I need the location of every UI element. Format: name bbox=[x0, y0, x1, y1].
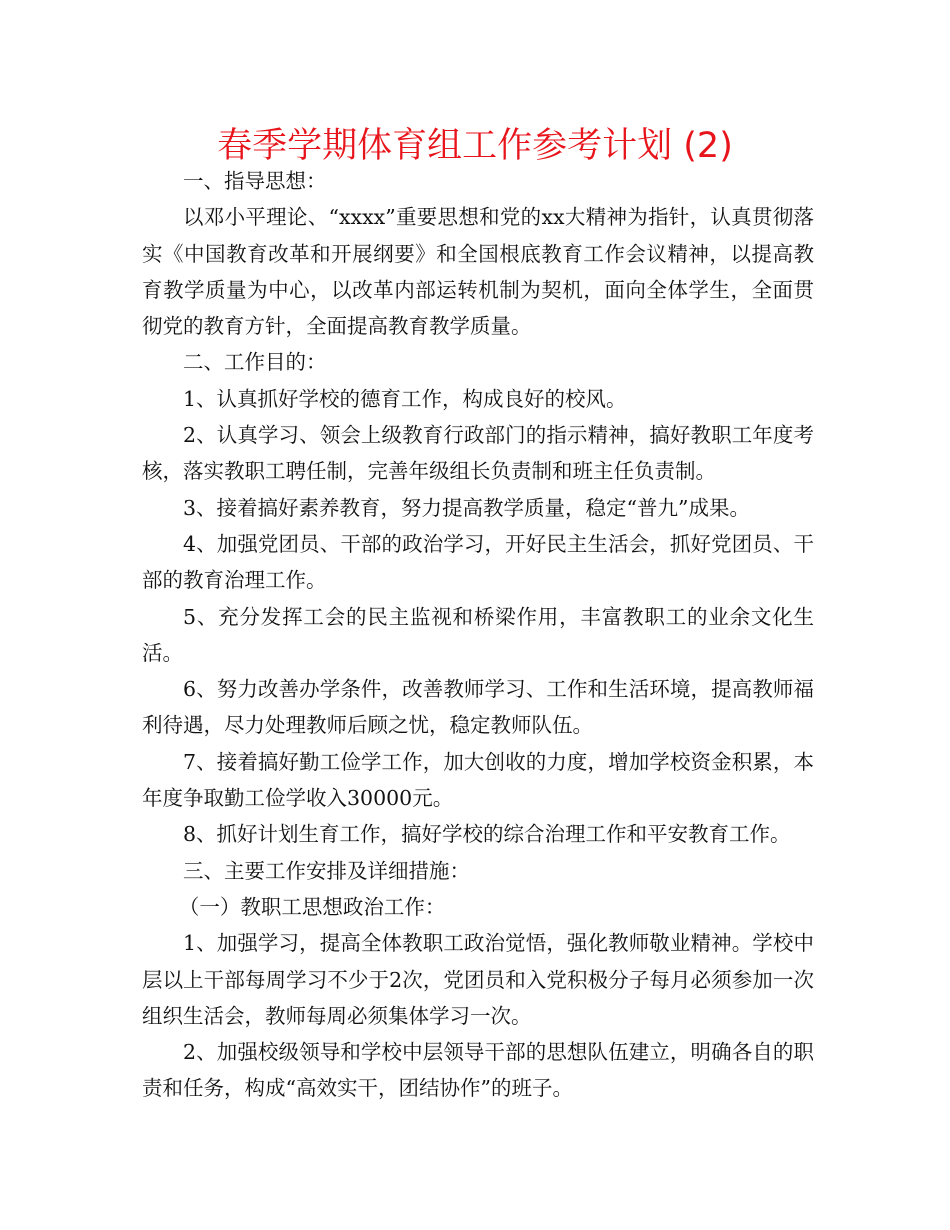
measure-item-2: 2、加强校级领导和学校中层领导干部的思想队伍建立，明确各自的职责和任务，构成“高效实干，团结协作”的班子。 bbox=[142, 1040, 814, 1101]
document-body bbox=[142, 163, 814, 1107]
measure-item-1: 1、加强学习，提高全体教职工政治觉悟，强化教师敬业精神。学校中层以上干部每周学习不少于2次，党团员和入党积极分子每月必须参加一次组织生活会，教师每周必须集体学习一次。 bbox=[142, 931, 814, 1028]
goal-item-6: 6、努力改善办学条件，改善教师学习、工作和生活环境，提高教师福利待遇，尽力处理教师后顾之忧，稳定教师队伍。 bbox=[142, 677, 814, 738]
section-heading-main-arrangements: 三、主要工作安排及详细措施： bbox=[183, 858, 470, 883]
goal-item-5: 5、充分发挥工会的民主监视和桥梁作用，丰富教职工的业余文化生活。 bbox=[142, 604, 814, 665]
goal-item-4: 4、加强党团员、干部的政治学习，开好民主生活会，抓好党团员、干部的教育治理工作。 bbox=[142, 531, 814, 593]
document-title: 春季学期体育组工作参考计划 (2) bbox=[217, 126, 733, 166]
goal-item-7: 7、接着搞好勤工俭学工作，加大创收的力度，增加学校资金积累，本年度争取勤工俭学收入30000元。 bbox=[142, 749, 814, 811]
subsection-heading-staff-political-work: （一）教职工思想政治工作： bbox=[178, 894, 446, 919]
section-heading-guiding-ideology: 一、指导思想： bbox=[183, 169, 327, 193]
paragraph-guiding-ideology: 以邓小平理论、“xxxx”重要思想和党的xx大精神为指针，认真贯彻落实《中国教育改革和开展纲要》和全国根底教育工作会议精神，以提高教育教学质量为中心，以改革内部运转机制为契机，面向全体学生，全面贯彻党的教育方针，全面提高教育教学质量。 bbox=[142, 205, 814, 339]
goal-item-3: 3、接着搞好素养教育，努力提高教学质量，稳定“普九”成果。 bbox=[183, 495, 751, 520]
section-heading-work-goals: 二、工作目的： bbox=[183, 350, 327, 375]
goal-item-8: 8、抓好计划生育工作，搞好学校的综合治理工作和平安教育工作。 bbox=[183, 822, 791, 847]
goal-item-1: 1、认真抓好学校的德育工作，构成良好的校风。 bbox=[183, 386, 627, 411]
goal-item-2: 2、认真学习、领会上级教育行政部门的指示精神，搞好教职工年度考核，落实教职工聘任制，完善年级组长负责制和班主任负责制。 bbox=[142, 423, 814, 484]
